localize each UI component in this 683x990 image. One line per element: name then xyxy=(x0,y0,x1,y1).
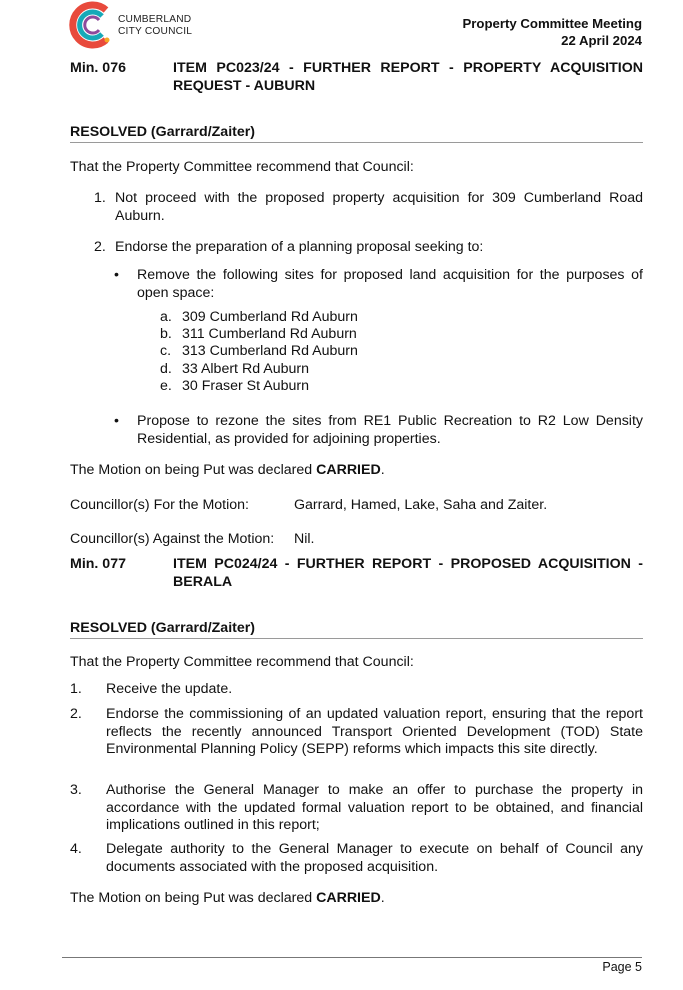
minute-077-heading xyxy=(70,556,643,592)
site-letter: c. xyxy=(160,343,172,360)
resolved-heading: RESOLVED (Garrard/Zaiter) xyxy=(70,124,643,143)
site-letter: a. xyxy=(160,309,172,325)
motion-suffix: . xyxy=(380,890,385,906)
votes-against-value: Nil. xyxy=(294,531,315,547)
site-item xyxy=(160,309,358,326)
list-text: Not proceed with the proposed property acquisition for 309 Cumberland Road Auburn. xyxy=(115,190,643,224)
motion-result xyxy=(70,462,643,480)
list-number: 1. xyxy=(70,681,82,697)
list-text: Authorise the General Manager to make an offer to purchase the property in accordance with the updated formal valuation report to be obtained, and financial implications outlined in this report; xyxy=(106,782,643,833)
list-number: 2. xyxy=(94,239,106,255)
meeting-title: Property Committee Meeting xyxy=(462,16,642,31)
site-list xyxy=(160,309,358,395)
bullet-symbol: • xyxy=(114,413,119,429)
site-item xyxy=(160,326,358,343)
list-text: Endorse the preparation of a planning proposal seeking to: xyxy=(115,239,484,255)
motion-prefix: The Motion on being Put was declared xyxy=(70,890,317,906)
site-text: 30 Fraser St Auburn xyxy=(182,377,309,394)
list-number: 1. xyxy=(94,190,106,206)
motion-result xyxy=(70,890,643,908)
site-letter: d. xyxy=(160,360,172,377)
intro-text: That the Property Committee recommend that Council: xyxy=(70,654,414,670)
bullet-symbol: • xyxy=(114,267,119,283)
minute-title: ITEM PC024/24 - FURTHER REPORT - PROPOSED ACQUISITION - BERALA xyxy=(173,556,643,590)
meeting-header xyxy=(462,16,642,49)
site-item xyxy=(160,343,358,360)
meeting-date: 22 April 2024 xyxy=(561,32,642,48)
motion-carried: CARRIED xyxy=(316,890,381,906)
votes-against-label: Councillor(s) Against the Motion: xyxy=(70,531,275,547)
site-text: 33 Albert Rd Auburn xyxy=(182,360,309,377)
votes-for xyxy=(70,497,643,515)
council-name xyxy=(118,14,192,37)
footer-divider xyxy=(62,957,642,958)
list-number: 2. xyxy=(70,706,82,722)
site-item xyxy=(160,361,358,378)
votes-against xyxy=(70,531,643,549)
minute-076-heading xyxy=(70,60,643,96)
cumberland-logo-icon xyxy=(66,0,114,50)
intro-text: That the Property Committee recommend that Council: xyxy=(70,159,414,175)
bullet-text: Remove the following sites for proposed land acquisition for the purposes of open space: xyxy=(137,267,643,301)
votes-for-label: Councillor(s) For the Motion: xyxy=(70,497,249,513)
page-number: Page 5 xyxy=(602,960,642,974)
list-number: 4. xyxy=(70,841,82,857)
minute-title: ITEM PC023/24 - FURTHER REPORT - PROPERTY ACQUISITION REQUEST - AUBURN xyxy=(173,60,643,94)
list-text: Receive the update. xyxy=(106,681,233,697)
motion-prefix: The Motion on being Put was declared xyxy=(70,462,317,478)
minute-number: Min. 077 xyxy=(70,556,126,572)
votes-for-value: Garrard, Hamed, Lake, Saha and Zaiter. xyxy=(294,497,548,513)
minute-number: Min. 076 xyxy=(70,60,126,76)
site-text: 309 Cumberland Rd Auburn xyxy=(182,309,358,325)
site-text: 313 Cumberland Rd Auburn xyxy=(182,343,358,360)
list-text: Delegate authority to the General Manager to execute on behalf of Council any documents associated with the proposed acquisition. xyxy=(106,841,643,875)
site-letter: b. xyxy=(160,326,172,343)
council-name-line1: CUMBERLAND xyxy=(118,14,192,25)
council-name-line2: CITY COUNCIL xyxy=(118,25,193,37)
list-number: 3. xyxy=(70,782,82,798)
site-letter: e. xyxy=(160,377,172,394)
motion-carried: CARRIED xyxy=(316,462,381,478)
list-text: Endorse the commissioning of an updated valuation report, ensuring that the report reflects the recently announced Transport Oriented Development (TOD) State Environmental Planning Policy (SEPP) reforms which impacts this site directly. xyxy=(106,706,643,757)
site-item xyxy=(160,378,358,395)
site-text: 311 Cumberland Rd Auburn xyxy=(182,326,357,343)
resolved-heading: RESOLVED (Garrard/Zaiter) xyxy=(70,620,643,639)
motion-suffix: . xyxy=(380,462,385,478)
bullet-text: Propose to rezone the sites from RE1 Public Recreation to R2 Low Density Residential, as provided for adjoining properties. xyxy=(137,413,643,447)
